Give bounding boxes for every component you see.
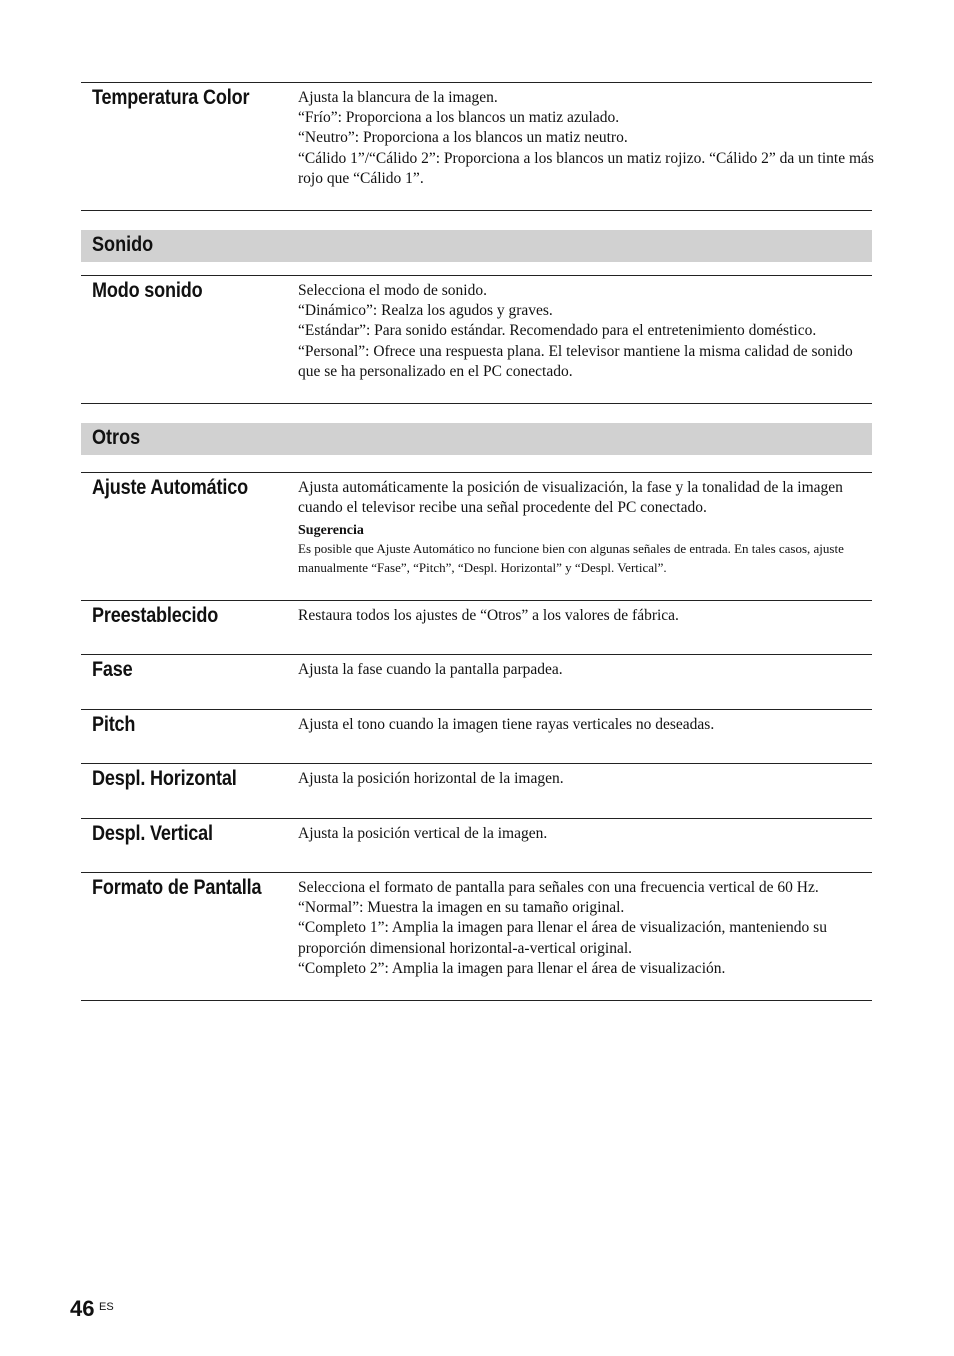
desc-line: Selecciona el modo de sonido. [298, 282, 487, 299]
term-despl-horizontal: Despl. Horizontal [92, 767, 237, 790]
desc-line: “Neutro”: Proporciona a los blancos un matiz neutro. [298, 129, 628, 147]
desc-line: “Estándar”: Para sonido estándar. Recomendado para el entretenimiento doméstico. [298, 322, 817, 340]
section-sonido [81, 230, 872, 262]
section-title-otros: Otros [92, 426, 141, 449]
desc-line: “Completo 1”: Amplia la imagen para llenar el área de visualización, manteniendo su proporción dimensional horizontal-a-vertical original. [298, 919, 827, 957]
term-despl-vertical: Despl. Vertical [92, 822, 213, 845]
term-preestablecido: Preestablecido [92, 604, 219, 627]
desc-pitch: Ajusta el tono cuando la imagen tiene rayas verticales no deseadas. [298, 716, 715, 733]
tip-title: Sugerencia [298, 523, 364, 539]
section-otros [81, 423, 872, 455]
entry-formato-pantalla [81, 872, 872, 1001]
desc-despl-horizontal: Ajusta la posición horizontal de la imagen. [298, 770, 564, 787]
term-fase: Fase [92, 658, 133, 681]
entry-despl-vertical [81, 818, 872, 872]
entry-modo-sonido [81, 275, 872, 404]
desc-line: Selecciona el formato de pantalla para señales con una frecuencia vertical de 60 Hz. [298, 879, 819, 896]
tip-text: Es posible que Ajuste Automático no funcione bien con algunas señales de entrada. En tales casos, ajuste manualmente “Fase”, “Pitch”, “Despl. Horizontal” y “Despl. Vertical”. [298, 541, 844, 575]
term-ajuste-automatico: Ajuste Automático [92, 476, 248, 499]
desc-line: “Cálido 1”/“Cálido 2”: Proporciona a los blancos un matiz rojizo. “Cálido 2” da un tinte más rojo que “Cálido 1”. [298, 149, 874, 187]
page-number: 46 [70, 1296, 95, 1321]
desc-text: Ajusta automáticamente la posición de visualización, la fase y la tonalidad de la imagen cuando el televisor recibe una señal procedente del PC conectado. [298, 479, 843, 517]
desc-line: “Personal”: Ofrece una respuesta plana. El televisor mantiene la misma calidad de sonido que se ha personalizado en el PC conectado. [298, 342, 853, 380]
entry-ajuste-automatico [81, 472, 872, 600]
term-formato-pantalla: Formato de Pantalla [92, 876, 262, 899]
term-modo-sonido: Modo sonido [92, 279, 203, 302]
desc-line: “Dinámico”: Realza los agudos y graves. [298, 302, 553, 320]
term-pitch: Pitch [92, 713, 136, 736]
desc-line: “Completo 2”: Amplia la imagen para llenar el área de visualización. [298, 959, 726, 977]
desc-fase: Ajusta la fase cuando la pantalla parpadea. [298, 661, 563, 678]
desc-temperatura-color [298, 88, 874, 189]
term-temperatura-color: Temperatura Color [92, 86, 250, 109]
desc-ajuste-automatico [298, 478, 874, 577]
desc-despl-vertical: Ajusta la posición vertical de la imagen. [298, 825, 548, 842]
entry-pitch [81, 709, 872, 763]
desc-line: Ajusta la blancura de la imagen. [298, 89, 498, 106]
entry-temperatura-color [81, 82, 872, 211]
desc-line: “Normal”: Muestra la imagen en su tamaño original. [298, 899, 625, 917]
desc-line: “Frío”: Proporciona a los blancos un matiz azulado. [298, 109, 620, 127]
desc-preestablecido: Restaura todos los ajustes de “Otros” a los valores de fábrica. [298, 607, 679, 624]
entry-preestablecido [81, 600, 872, 654]
entry-despl-horizontal [81, 763, 872, 818]
desc-modo-sonido [298, 281, 874, 382]
page-language: ES [99, 1301, 114, 1313]
desc-formato-pantalla [298, 878, 874, 979]
entry-fase [81, 654, 872, 709]
section-title-sonido: Sonido [92, 233, 154, 256]
